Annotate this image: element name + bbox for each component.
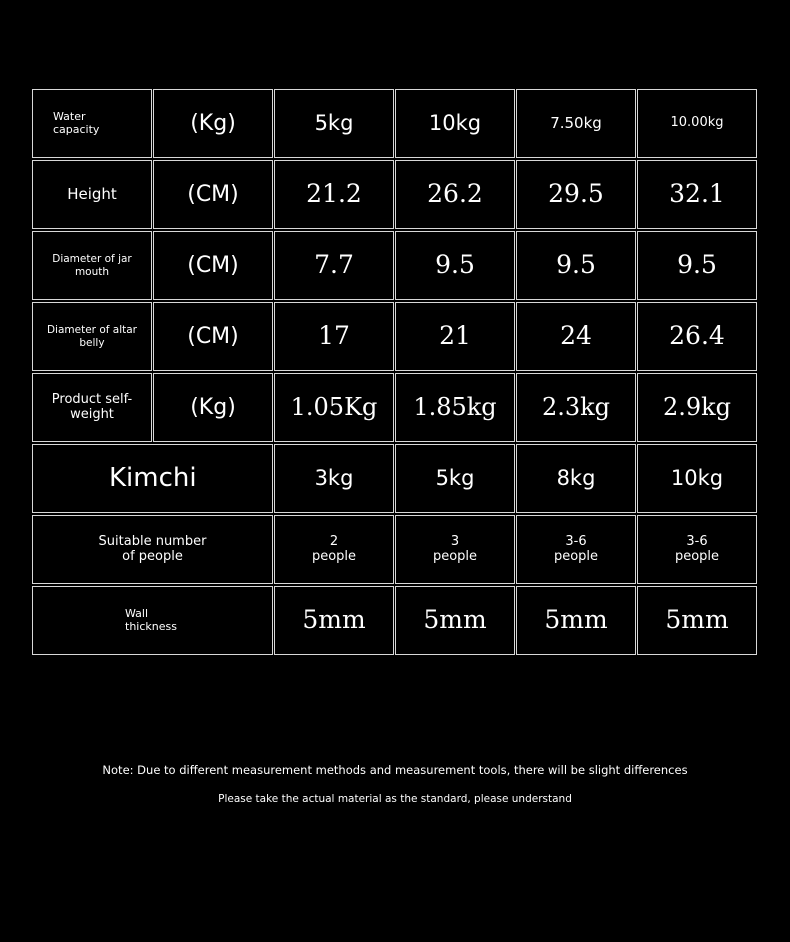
table-cell: 24 [516,302,636,371]
table-cell: 5kg [395,444,515,513]
row-label: Suitable number of people [32,515,273,584]
table-cell: 1.85kg [395,373,515,442]
table-cell: 9.5 [395,231,515,300]
table-cell: 5mm [637,586,757,655]
table-cell: 21 [395,302,515,371]
table-row [32,89,757,158]
table-cell: 1.05Kg [274,373,394,442]
table-cell: 3 people [395,515,515,584]
table-cell: 3-6 people [637,515,757,584]
row-label: Diameter of jar mouth [32,231,152,300]
row-unit: (CM) [153,231,273,300]
table-cell: 2.9kg [637,373,757,442]
table-cell: 10.00kg [637,89,757,158]
row-label: Diameter of altar belly [32,302,152,371]
table-cell: 7.7 [274,231,394,300]
table-row [32,586,757,655]
table-cell: 5mm [274,586,394,655]
material-note: Please take the actual material as the standard, please understand [218,793,572,805]
row-unit: (CM) [153,160,273,229]
table-cell: 5kg [274,89,394,158]
table-cell: 9.5 [637,231,757,300]
table-cell: 29.5 [516,160,636,229]
table-row [32,302,757,371]
row-unit: (Kg) [153,373,273,442]
table-cell: 8kg [516,444,636,513]
table-cell: 3-6 people [516,515,636,584]
row-label: Water capacity [32,89,152,158]
row-unit: (Kg) [153,89,273,158]
table-cell: 32.1 [637,160,757,229]
row-unit: (CM) [153,302,273,371]
table-row [32,160,757,229]
table-row [32,373,757,442]
table-cell: 3kg [274,444,394,513]
row-label: Height [32,160,152,229]
row-label: Wall thickness [32,586,273,655]
table-row [32,231,757,300]
table-cell: 26.4 [637,302,757,371]
table-row [32,515,757,584]
table-cell: 2.3kg [516,373,636,442]
measurement-note: Note: Due to different measurement methods and measurement tools, there will be slight differences [102,763,688,777]
table-cell: 17 [274,302,394,371]
table-cell: 5mm [516,586,636,655]
table-cell: 7.50kg [516,89,636,158]
row-label: Product self- weight [32,373,152,442]
table-row [32,444,757,513]
table-cell: 5mm [395,586,515,655]
table-cell: 9.5 [516,231,636,300]
table-cell: 10kg [637,444,757,513]
table-cell: 10kg [395,89,515,158]
table-cell: 26.2 [395,160,515,229]
table-cell: 2 people [274,515,394,584]
row-label: Kimchi [32,444,273,513]
table-cell: 21.2 [274,160,394,229]
